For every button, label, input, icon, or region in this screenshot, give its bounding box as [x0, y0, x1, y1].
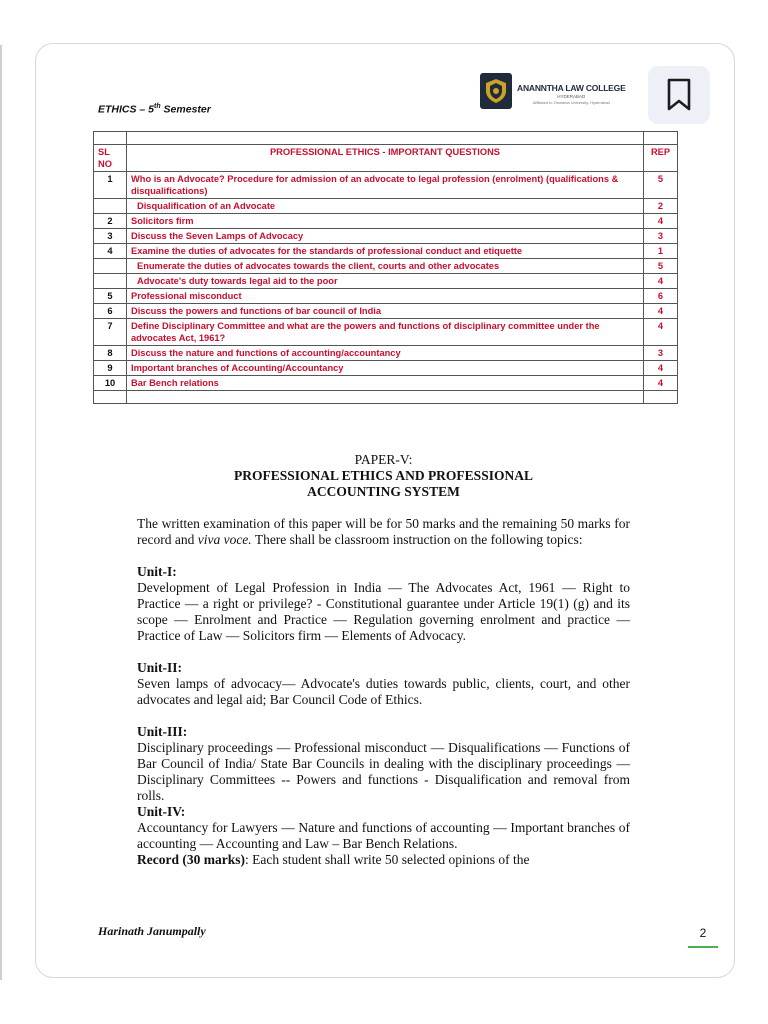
bookmark-icon: [666, 78, 692, 112]
table-row: [94, 376, 678, 391]
college-affiliation: Affiliated to Osmania University, Hyderabad: [532, 100, 610, 105]
header-sl-no: SL NO: [94, 145, 127, 172]
row-sl: [94, 274, 127, 289]
table-row: [94, 214, 678, 229]
table-row: [94, 199, 678, 214]
header-title: PROFESSIONAL ETHICS - IMPORTANT QUESTIONS: [127, 145, 644, 172]
row-rep: 4: [644, 274, 678, 289]
row-sl: 1: [94, 172, 127, 199]
row-sl: 7: [94, 319, 127, 346]
unit-3-text: Disciplinary proceedings — Professional misconduct — Disqualifications — Functions of Bar Council of India/ State Bar Councils in dealing with the disciplinary proceedings —Disciplinary Committees -- Powers and functions - Disqualification and removal from rolls.: [137, 740, 630, 803]
row-question: Enumerate the duties of advocates towards the client, courts and other advocates: [127, 259, 644, 274]
row-rep: 5: [644, 259, 678, 274]
table-header-row: [94, 145, 678, 172]
page-edge-divider: [0, 45, 2, 980]
table-spacer-row: [94, 132, 678, 145]
table-row: [94, 172, 678, 199]
row-question: Discuss the Seven Lamps of Advocacy: [127, 229, 644, 244]
table-row: [94, 259, 678, 274]
row-rep: 3: [644, 346, 678, 361]
unit-2-heading: Unit-II:: [137, 660, 183, 675]
college-city: HYDERABAD: [557, 94, 586, 99]
college-name: ANANNTHA LAW COLLEGE: [517, 83, 626, 93]
footer-author: Harinath Janumpally: [98, 924, 206, 938]
table-row: [94, 346, 678, 361]
row-rep: 4: [644, 214, 678, 229]
paper-number: PAPER-V:: [354, 452, 413, 467]
row-question: Define Disciplinary Committee and what are the powers and functions of disciplinary committee under the advocates Act, 1961?: [127, 319, 644, 346]
table-row: [94, 289, 678, 304]
unit-2-text: Seven lamps of advocacy— Advocate's duties towards public, clients, court, and other advocates and legal aid; Bar Council Code of Ethics.: [137, 676, 630, 707]
row-sl: 10: [94, 376, 127, 391]
row-rep: 2: [644, 199, 678, 214]
row-rep: 4: [644, 304, 678, 319]
row-rep: 3: [644, 229, 678, 244]
row-sl: [94, 199, 127, 214]
table-row: [94, 319, 678, 346]
row-question: Disqualification of an Advocate: [127, 199, 644, 214]
table-row: [94, 274, 678, 289]
row-sl: 4: [94, 244, 127, 259]
row-question: Discuss the nature and functions of accounting/accountancy: [127, 346, 644, 361]
row-sl: 5: [94, 289, 127, 304]
row-rep: 4: [644, 361, 678, 376]
row-sl: 2: [94, 214, 127, 229]
row-sl: 9: [94, 361, 127, 376]
page-number: 2: [699, 926, 707, 940]
paper-heading-line1: PROFESSIONAL ETHICS AND PROFESSIONAL: [234, 468, 533, 483]
header-rep: REP: [644, 145, 678, 172]
row-question: Important branches of Accounting/Accountancy: [127, 361, 644, 376]
row-sl: 8: [94, 346, 127, 361]
record-paragraph: Record (30 marks): Each student shall write 50 selected opinions of the: [137, 852, 530, 867]
unit-4-heading: Unit-IV:: [137, 804, 186, 819]
row-rep: 4: [644, 319, 678, 346]
row-question: Professional misconduct: [127, 289, 644, 304]
document-header-subject: ETHICS – 5th Semester: [98, 103, 211, 116]
row-sl: [94, 259, 127, 274]
row-question: Bar Bench relations: [127, 376, 644, 391]
page-number-underline: [688, 946, 718, 948]
table-row: [94, 304, 678, 319]
row-question: Solicitors firm: [127, 214, 644, 229]
unit-3-heading: Unit-III:: [137, 724, 188, 739]
important-questions-table: [93, 131, 678, 404]
row-rep: 5: [644, 172, 678, 199]
row-rep: 4: [644, 376, 678, 391]
row-sl: 3: [94, 229, 127, 244]
syllabus-section: [137, 452, 630, 868]
table-spacer-row: [94, 391, 678, 404]
row-question: Discuss the powers and functions of bar council of India: [127, 304, 644, 319]
row-question: Who is an Advocate? Procedure for admission of an advocate to legal profession (enrolment) (qualifications & disqualifications): [127, 172, 644, 199]
unit-1-text: Development of Legal Profession in India — The Advocates Act, 1961 — Right to Practice — a right or privilege? - Constitutional guarantee under Article 19(1) (g) and its scope — Enrolment and Practice — Regulation governing enrolment and practice — Practice of Law — Solicitors firm — Elements of Advocacy.: [137, 580, 630, 643]
unit-1-heading: Unit-I:: [137, 564, 177, 579]
college-crest-icon: [480, 73, 512, 109]
table-row: [94, 361, 678, 376]
row-rep: 1: [644, 244, 678, 259]
bookmark-button[interactable]: [648, 66, 710, 124]
college-logo: [480, 73, 626, 109]
row-sl: 6: [94, 304, 127, 319]
row-rep: 6: [644, 289, 678, 304]
unit-4-text: Accountancy for Lawyers — Nature and functions of accounting — Important branches of accounting — Accounting and Law – Bar Bench Relations.: [137, 820, 630, 851]
intro-paragraph: The written examination of this paper will be for 50 marks and the remaining 50 marks for record and viva voce. There shall be classroom instruction on the following topics:: [137, 516, 630, 547]
row-question: Advocate's duty towards legal aid to the poor: [127, 274, 644, 289]
paper-heading-line2: ACCOUNTING SYSTEM: [307, 484, 460, 499]
table-row: [94, 244, 678, 259]
table-row: [94, 229, 678, 244]
row-question: Examine the duties of advocates for the standards of professional conduct and etiquette: [127, 244, 644, 259]
